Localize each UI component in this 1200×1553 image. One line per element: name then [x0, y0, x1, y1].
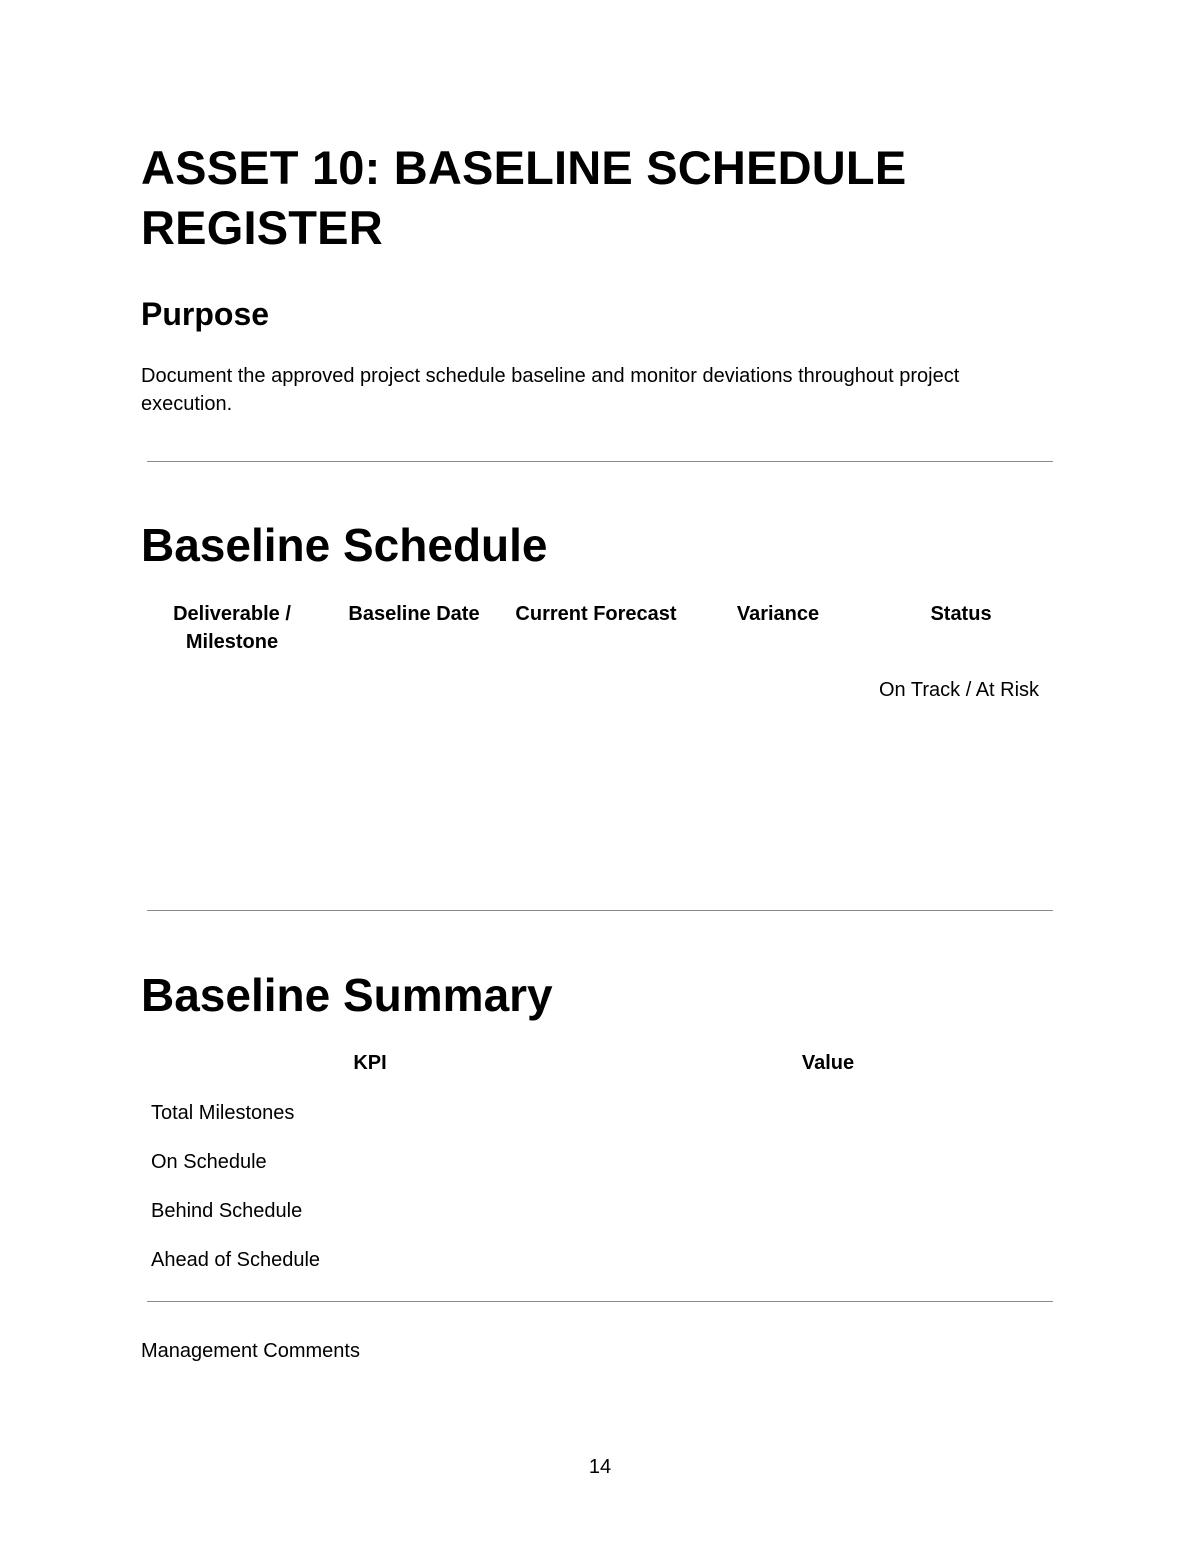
- table-row: [141, 1236, 1057, 1285]
- status-cell: On Track / At Risk: [879, 679, 1040, 701]
- page-number: 14: [588, 1456, 612, 1478]
- kpi-label: Total Milestones: [151, 1102, 295, 1124]
- baseline-schedule-heading: Baseline Schedule: [141, 519, 548, 571]
- management-comments-label: Management Comments: [141, 1340, 360, 1362]
- table-cell: [505, 656, 687, 705]
- column-header: Current Forecast: [515, 603, 677, 625]
- kpi-value: [599, 1089, 1057, 1138]
- table-cell: [687, 656, 869, 705]
- table-cell: [323, 656, 505, 705]
- table-cell: [141, 656, 323, 705]
- kpi-label: Ahead of Schedule: [151, 1249, 321, 1271]
- baseline-schedule-table: [141, 600, 1053, 705]
- table-row: [141, 1089, 1057, 1138]
- table-row: [141, 1138, 1057, 1187]
- column-header: Value: [801, 1052, 855, 1074]
- divider: [147, 1301, 1053, 1302]
- table-row: [141, 656, 1053, 705]
- divider: [147, 910, 1053, 911]
- baseline-summary-heading: Baseline Summary: [141, 969, 553, 1021]
- column-header: Status: [930, 603, 992, 625]
- baseline-summary-table: [141, 1049, 1057, 1285]
- table-header-row: [141, 1049, 1057, 1089]
- kpi-value: [599, 1236, 1057, 1285]
- column-header: Variance: [736, 603, 820, 625]
- purpose-text: Document the approved project schedule baseline and monitor deviations throughout project execution.: [141, 365, 960, 415]
- table-row: [141, 1187, 1057, 1236]
- kpi-value: [599, 1138, 1057, 1187]
- divider: [147, 461, 1053, 462]
- kpi-label: Behind Schedule: [151, 1200, 303, 1222]
- column-header: Deliverable / Milestone: [173, 603, 291, 653]
- table-header-row: [141, 600, 1053, 656]
- column-header: KPI: [353, 1052, 387, 1074]
- column-header: Baseline Date: [348, 603, 480, 625]
- kpi-label: On Schedule: [151, 1151, 267, 1173]
- page-title: ASSET 10: BASELINE SCHEDULE REGISTER: [141, 141, 907, 254]
- kpi-value: [599, 1187, 1057, 1236]
- purpose-heading: Purpose: [141, 296, 270, 332]
